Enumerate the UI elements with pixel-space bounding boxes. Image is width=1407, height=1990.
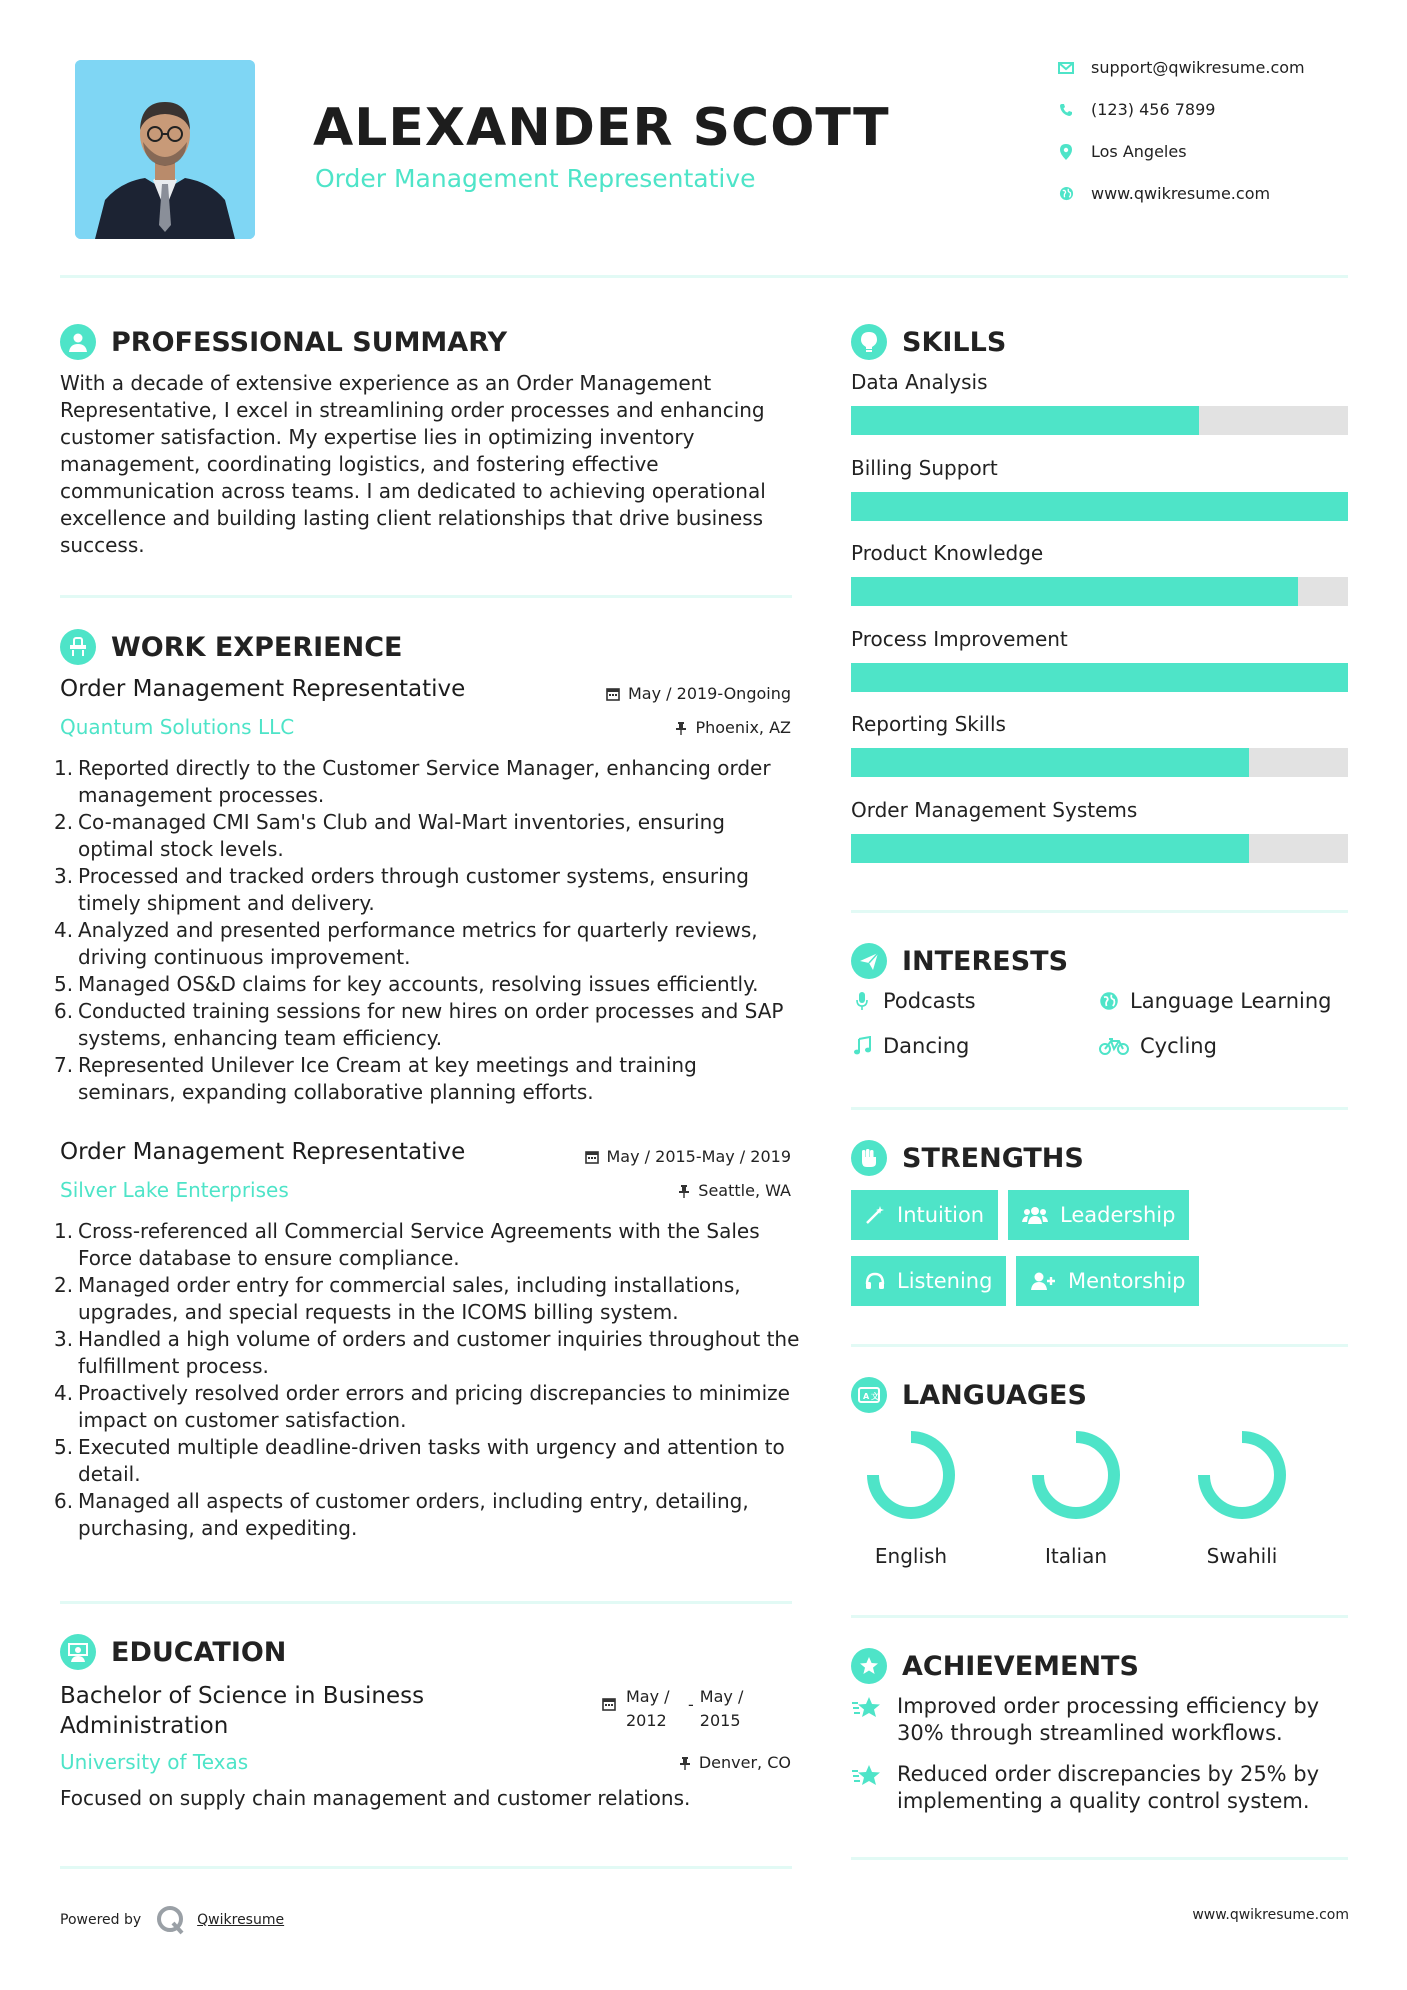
education-description: Focused on supply chain management and customer relations. (60, 1786, 691, 1810)
interest-cycling (1098, 1034, 1217, 1058)
language-card-icon (851, 1377, 887, 1413)
skill-label: Billing Support (851, 455, 998, 480)
interest-dancing (851, 1034, 969, 1058)
job-2-bullets (54, 1218, 800, 1542)
education-title: EDUCATION (111, 1636, 287, 1668)
job-2-dates-text: May / 2015-May / 2019 (606, 1147, 791, 1166)
language-label-swahili: Swahili (1206, 1544, 1278, 1568)
list-item: 5. Executed multiple deadline-driven tasks with urgency and attention to detail. (54, 1435, 785, 1486)
achievement-text: Improved order processing efficiency by 30% through streamlined workflows. (897, 1694, 1320, 1745)
calendar-icon (606, 687, 620, 701)
language-ring-swahili (1204, 1437, 1280, 1513)
users-icon (1022, 1205, 1048, 1225)
job-2-location-text: Seattle, WA (698, 1181, 791, 1200)
job-1-location-text: Phoenix, AZ (695, 718, 791, 737)
location-pin-icon (1055, 144, 1077, 160)
skill-bar (851, 748, 1348, 777)
list-item: 1. Cross-referenced all Commercial Service Agreements with the Sales Force database to ensure compliance. (54, 1219, 760, 1270)
strength-label: Leadership (1060, 1203, 1176, 1227)
svg-text:文: 文 (871, 1392, 879, 1401)
header-divider (60, 275, 1348, 278)
summary-divider (60, 595, 792, 598)
language-ring-italian (1038, 1437, 1114, 1513)
strength-tag-mentorship (1016, 1256, 1199, 1306)
language-label-italian: Italian (1044, 1544, 1108, 1568)
strengths-divider (851, 1344, 1348, 1347)
education-date-start: May / 2012 (626, 1687, 670, 1730)
skill-bar-fill (851, 834, 1249, 863)
skill-bar-fill (851, 492, 1348, 521)
interest-label: Podcasts (883, 989, 976, 1013)
experience-divider (60, 1601, 792, 1604)
user-icon (60, 324, 96, 360)
education-school: University of Texas (60, 1750, 249, 1774)
education-heading (60, 1634, 286, 1670)
skill-row (851, 627, 1348, 692)
skill-bar (851, 577, 1348, 606)
strengths-title: STRENGTHS (902, 1142, 1084, 1174)
profile-photo (75, 60, 255, 239)
language-ring-english (873, 1437, 949, 1513)
skill-label: Process Improvement (851, 626, 1068, 651)
achievements-divider (851, 1857, 1348, 1860)
candidate-name: ALEXANDER SCOTT (313, 98, 890, 158)
skill-label: Data Analysis (851, 370, 988, 394)
microphone-icon (851, 991, 873, 1011)
education-degree: Bachelor of Science in Business Administration (60, 1683, 425, 1739)
skill-row (851, 798, 1348, 863)
education-location-text: Denver, CO (698, 1753, 791, 1772)
language-label-english: English (874, 1544, 948, 1568)
globe-icon (1098, 991, 1120, 1011)
job-1-company: Quantum Solutions LLC (60, 715, 295, 739)
experience-heading (60, 629, 402, 665)
interest-label: Language Learning (1130, 989, 1332, 1013)
skills-heading (851, 324, 1006, 360)
skill-bar (851, 663, 1348, 692)
contact-location (1055, 142, 1355, 161)
contact-email[interactable] (1055, 58, 1355, 77)
list-item: 6. Managed all aspects of customer orders, including entry, detailing, purchasing, and expediting. (54, 1489, 749, 1540)
footer-url[interactable]: www.qwikresume.com (1192, 1907, 1349, 1923)
list-item: 5. Managed OS&D claims for key accounts, resolving issues efficiently. (54, 972, 759, 996)
languages-divider (851, 1615, 1348, 1618)
languages-heading (851, 1377, 1087, 1413)
achievement-1 (851, 1693, 1348, 1747)
education-date-dash: - (688, 1695, 694, 1714)
list-item: 3. Processed and tracked orders through customer systems, ensuring timely shipment and delivery. (54, 864, 750, 915)
skill-bar-fill (851, 748, 1249, 777)
fist-icon (851, 1140, 887, 1176)
skill-label: Product Knowledge (851, 541, 1044, 565)
interests-title: INTERESTS (902, 945, 1069, 977)
lightbulb-icon (851, 324, 887, 360)
skill-bar-fill (851, 663, 1348, 692)
contact-location-text: Los Angeles (1091, 142, 1187, 161)
list-item: 6. Conducted training sessions for new hires on order processes and SAP systems, enhancing team efficiency. (54, 999, 784, 1050)
education-divider (60, 1866, 792, 1869)
contact-website[interactable] (1055, 184, 1355, 203)
achievement-2 (851, 1761, 1348, 1815)
pushpin-icon (679, 1756, 691, 1770)
contact-website-text[interactable]: www.qwikresume.com (1091, 184, 1271, 203)
languages-title: LANGUAGES (902, 1379, 1087, 1411)
language-rings (851, 1425, 1348, 1525)
skills-title: SKILLS (902, 326, 1007, 358)
job-1-dates-text: May / 2019-Ongoing (628, 684, 791, 703)
skill-bar (851, 492, 1348, 521)
contact-phone[interactable] (1055, 100, 1355, 119)
star-icon (851, 1761, 887, 1815)
svg-text:A: A (863, 1392, 870, 1401)
strength-tag-listening (851, 1256, 1006, 1306)
footer-brand-link[interactable]: Qwikresume (197, 1912, 285, 1928)
interest-label: Dancing (883, 1034, 970, 1058)
bicycle-icon (1098, 1037, 1130, 1055)
list-item: 3. Handled a high volume of orders and customer inquiries throughout the fulfillment process. (54, 1327, 800, 1378)
star-icon (851, 1693, 887, 1747)
list-item: 7. Represented Unilever Ice Cream at key meetings and training seminars, expanding collaborative planning efforts. (54, 1053, 697, 1104)
pushpin-icon (678, 1184, 690, 1198)
calendar-icon (585, 1150, 599, 1164)
contact-email-text[interactable]: support@qwikresume.com (1091, 58, 1305, 77)
envelope-icon (1055, 62, 1077, 74)
job-2-location (678, 1181, 791, 1200)
briefcase-icon (60, 629, 96, 665)
job-1-bullets (54, 755, 800, 1106)
list-item: 1. Reported directly to the Customer Service Manager, enhancing order management processes. (54, 756, 771, 807)
summary-title: PROFESSIONAL SUMMARY (111, 326, 508, 358)
interests-heading (851, 943, 1068, 979)
footer-powered-by (60, 1905, 284, 1935)
star-badge-icon (851, 1648, 887, 1684)
skill-bar (851, 406, 1348, 435)
qwikresume-logo-icon (155, 1905, 187, 1935)
magic-wand-icon (865, 1205, 885, 1225)
skill-label: Reporting Skills (851, 712, 1006, 736)
strength-label: Intuition (897, 1203, 985, 1227)
achievements-title: ACHIEVEMENTS (902, 1650, 1139, 1682)
phone-icon (1055, 103, 1077, 117)
skill-label: Order Management Systems (851, 797, 1138, 822)
pushpin-icon (675, 721, 687, 735)
user-plus-icon (1030, 1271, 1056, 1291)
skill-row (851, 541, 1348, 606)
achievement-text: Reduced order discrepancies by 25% by implementing a quality control system. (897, 1762, 1320, 1813)
skill-row (851, 456, 1348, 521)
powered-by-label: Powered by (60, 1912, 142, 1928)
headphones-icon (865, 1271, 885, 1291)
strengths-heading (851, 1140, 1084, 1176)
education-location (679, 1753, 791, 1772)
globe-icon (1055, 186, 1077, 201)
interests-divider (851, 1107, 1348, 1110)
list-item: 4. Proactively resolved order errors and pricing discrepancies to minimize impact on customer satisfaction. (54, 1381, 790, 1432)
strength-tag-intuition (851, 1190, 998, 1240)
list-item: 4. Analyzed and presented performance metrics for quarterly reviews, driving continuous improvement. (54, 918, 758, 969)
interest-podcasts (851, 989, 976, 1013)
contact-phone-text[interactable]: (123) 456 7899 (1091, 100, 1216, 119)
job-1-location (675, 718, 791, 737)
calendar-icon (602, 1697, 616, 1711)
interest-label: Cycling (1140, 1034, 1217, 1058)
summary-text: With a decade of extensive experience as an Order Management Representative, I excel in streamlining order processes and enhancing customer satisfaction. My expertise lies in optimizing inventory management, coordinating logistics, and fostering effective communication across teams. I am dedicated to achieving operational excellence and building lasting client relationships that drive business success. (60, 371, 766, 557)
interest-language-learning (1098, 989, 1331, 1013)
job-1-title: Order Management Representative (60, 676, 466, 702)
list-item: 2. Co-managed CMI Sam's Club and Wal-Mart inventories, ensuring optimal stock levels. (54, 810, 725, 861)
job-2-dates (585, 1147, 792, 1166)
job-1-dates (606, 684, 791, 703)
experience-title: WORK EXPERIENCE (111, 631, 403, 663)
strength-tag-leadership (1008, 1190, 1189, 1240)
summary-heading (60, 324, 507, 360)
graduate-icon (60, 1634, 96, 1670)
achievements-heading (851, 1648, 1139, 1684)
education-date-end: May / 2015 (699, 1687, 744, 1730)
strength-label: Listening (897, 1269, 993, 1293)
music-note-icon (851, 1036, 873, 1056)
paper-plane-icon (851, 943, 887, 979)
skills-divider (851, 910, 1348, 913)
candidate-role: Order Management Representative (315, 164, 756, 193)
list-item: 2. Managed order entry for commercial sales, including installations, upgrades, and special requests in the ICOMS billing system. (54, 1273, 741, 1324)
job-2-title: Order Management Representative (60, 1139, 466, 1165)
skill-bar (851, 834, 1348, 863)
education-dates (602, 1685, 750, 1733)
skill-row (851, 712, 1348, 777)
skill-bar-fill (851, 406, 1199, 435)
job-2-company: Silver Lake Enterprises (60, 1178, 289, 1202)
skill-row (851, 370, 1348, 435)
skill-bar-fill (851, 577, 1298, 606)
strength-label: Mentorship (1068, 1269, 1186, 1293)
